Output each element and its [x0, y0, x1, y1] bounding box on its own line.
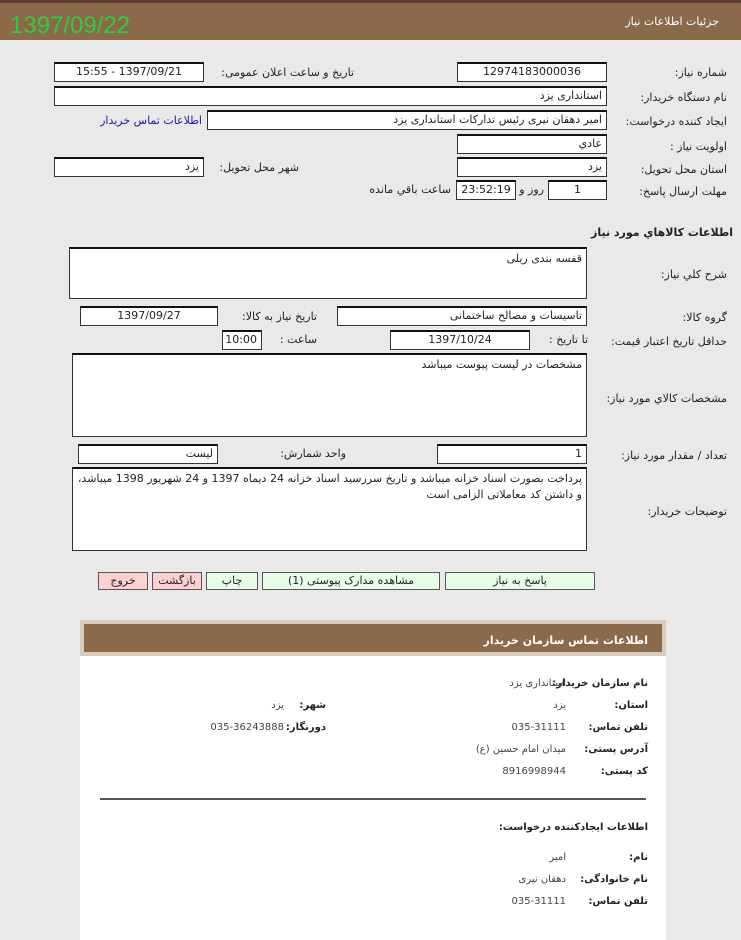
goods-section-title: اطلاعات کالاهاي مورد نياز — [591, 226, 733, 239]
unit-label: واحد شمارش: — [280, 447, 346, 460]
buyer-contact-link[interactable]: اطلاعات تماس خریدار — [100, 114, 202, 127]
announce-label: تاریخ و ساعت اعلان عمومی: — [221, 66, 354, 79]
creator-phone-value: 035-31111 — [511, 896, 566, 907]
postal-label: کد پستی: — [600, 766, 648, 777]
city-label: شهر: — [299, 700, 326, 711]
need-date-field[interactable]: 1397/09/27 — [80, 306, 218, 326]
province-label: استان: — [614, 700, 648, 711]
phone-value: 035-31111 — [511, 722, 566, 733]
back-button[interactable]: بازگشت — [152, 572, 202, 590]
family-value: دهقان نیری — [518, 874, 566, 885]
page-title: جزئیات اطلاعات نیاز — [625, 15, 719, 28]
priority-label: اولویت نیاز : — [669, 140, 727, 153]
desc-label: شرح کلي نياز: — [660, 268, 727, 281]
city-field[interactable]: یزد — [54, 157, 204, 177]
deadline-label: مهلت ارسال پاسخ: — [639, 185, 727, 198]
hour-label: ساعت : — [279, 333, 317, 346]
price-valid-label: حداقل تاریخ اعتبار قیمت: — [611, 335, 727, 348]
province-value: یزد — [553, 700, 566, 711]
address-value: میدان امام حسین (ع) — [475, 744, 566, 755]
days-label: روز و — [519, 183, 544, 196]
phone-label: تلفن تماس: — [588, 722, 648, 733]
need-number-label: شماره نیاز: — [674, 66, 727, 79]
name-label: نام: — [629, 852, 648, 863]
notes-label: توضیحات خریدار: — [647, 505, 727, 518]
attachments-button[interactable]: مشاهده مدارک پیوستی (1) — [262, 572, 440, 590]
qty-label: تعداد / مقدار مورد نیاز: — [621, 449, 727, 462]
priority-field[interactable]: عادي — [457, 134, 607, 154]
name-value: امیر — [549, 852, 566, 863]
buyer-label: نام دستگاه خریدار: — [640, 91, 727, 104]
desc-textarea[interactable]: قفسه بندی ریلی — [69, 247, 587, 299]
announce-field[interactable]: 1397/09/21 - 15:55 — [54, 62, 204, 82]
city-value: یزد — [271, 700, 284, 711]
contact-card-title: اطلاعات تماس سازمان خریدار — [483, 634, 648, 647]
creator-label: ایجاد کننده درخواست: — [625, 115, 727, 128]
print-button[interactable]: چاپ — [206, 572, 258, 590]
exit-button[interactable]: خروج — [98, 572, 148, 590]
need-date-label: تاریخ نیاز به کالا: — [242, 310, 317, 323]
contact-card — [80, 620, 666, 940]
days-field[interactable]: 1 — [548, 180, 607, 200]
province-field[interactable]: یزد — [457, 157, 607, 177]
time-field[interactable]: 23:52:19 — [456, 180, 516, 200]
spec-textarea[interactable]: مشخصات در لیست پیوست میباشد — [72, 353, 587, 437]
group-label: گروه کالا: — [682, 311, 727, 324]
reply-button[interactable]: پاسخ به نیاز — [445, 572, 595, 590]
until-date-field[interactable]: 1397/10/24 — [390, 330, 530, 350]
hour-field[interactable]: 10:00 — [222, 330, 262, 350]
creator-phone-label: تلفن تماس: — [588, 896, 648, 907]
divider — [100, 798, 646, 800]
notes-textarea[interactable]: پرداخت بصورت اسناد خزانه میباشد و تاریخ سررسید اسناد خزانه 24 دیماه 1397 و 24 شهریور 1398 میباشد، و داشتن کد معاملاتی الزامی است — [72, 467, 587, 551]
spec-label: مشخصات کالاي مورد نياز: — [606, 392, 727, 405]
remaining-label: ساعت باقي مانده — [369, 183, 451, 196]
qty-field[interactable]: 1 — [437, 444, 587, 464]
fax-value: 035-36243888 — [210, 722, 284, 733]
until-label: تا تاریخ : — [549, 333, 588, 346]
org-label: نام سازمان خریدار: — [552, 678, 648, 689]
date-stamp: 1397/09/22 — [10, 12, 131, 39]
fax-label: دورنگار: — [285, 722, 326, 733]
province-label: استان محل تحویل: — [640, 163, 727, 176]
need-number-field[interactable]: 12974183000036 — [457, 62, 607, 82]
postal-value: 8916998944 — [502, 766, 566, 777]
family-label: نام خانوادگی: — [580, 874, 648, 885]
city-label: شهر محل تحویل: — [219, 161, 299, 174]
org-value: استانداری یزد — [509, 678, 566, 689]
creator-info-title: اطلاعات ایجادکننده درخواست: — [498, 822, 648, 833]
address-label: آدرس پستی: — [584, 744, 648, 755]
buyer-field[interactable]: استانداری یزد — [54, 86, 607, 106]
unit-field[interactable]: لیست — [78, 444, 218, 464]
creator-field[interactable]: امیر دهقان نیری رئیس تدارکات استانداری یزد — [207, 110, 607, 130]
contact-card-header — [80, 620, 666, 656]
group-field[interactable]: تاسیسات و مصالح ساختمانی — [337, 306, 587, 326]
